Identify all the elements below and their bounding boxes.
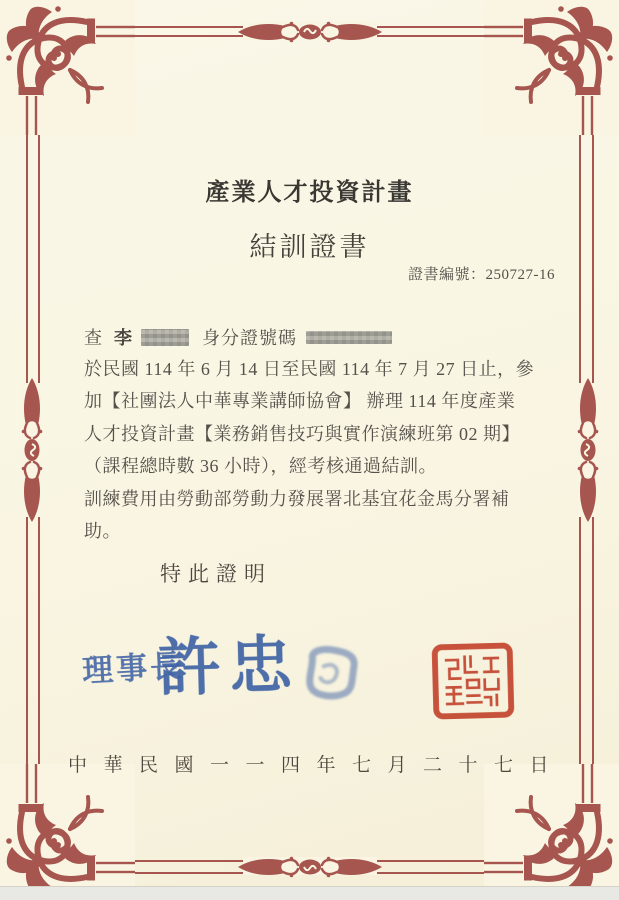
serial-number: 250727-16: [485, 267, 555, 283]
body-line: 助。: [84, 521, 121, 542]
recipient-line: [84, 324, 392, 350]
issue-date: 中華民國一一四年七月二十七日: [67, 755, 565, 776]
body-line: 於民國 114 年 6 月 14 日至民國 114 年 7 月 27 日止，參: [84, 359, 535, 379]
chairman-title-stamp: 理事長: [81, 648, 186, 689]
redacted-id-block: [306, 331, 392, 344]
association-red-seal: [430, 642, 516, 720]
signature-ink-blob: [296, 641, 364, 707]
corner-flourish-icon: [484, 764, 619, 887]
certificate-title: 結訓證書: [249, 232, 370, 262]
serial-number-line: [0, 263, 555, 284]
scan-edge: [0, 886, 619, 900]
body-line: 人才投資計畫【業務銷售技巧與實作演練班第 02 期】: [84, 423, 520, 444]
body-line: 訓練費用由勞動部勞動力發展署北基宜花金馬分署補: [84, 488, 510, 509]
chairman-signature: 許忠: [157, 630, 301, 704]
certificate-body: [84, 353, 564, 547]
serial-label: 證書編號：: [407, 267, 486, 283]
border-rosette-icon: [235, 17, 385, 47]
recipient-surname: 李: [114, 328, 133, 348]
body-line: 加【社團法人中華專業講師協會】 辦理 114 年度產業: [84, 391, 516, 412]
closing-statement: 特此證明: [160, 562, 272, 586]
check-prefix: 查: [84, 328, 103, 348]
border-rosette-icon: [235, 852, 385, 882]
corner-flourish-icon: [0, 764, 135, 887]
program-title: 產業人才投資計畫: [205, 179, 414, 206]
redacted-name-block: [141, 329, 189, 346]
corner-flourish-icon: [0, 0, 135, 135]
id-label: 身分證號碼: [202, 328, 297, 348]
body-line: （課程總時數 36 小時），經考核通過結訓。: [84, 456, 437, 477]
corner-flourish-icon: [484, 0, 619, 135]
border-rosette-icon: [17, 375, 47, 525]
border-rosette-icon: [573, 375, 603, 525]
